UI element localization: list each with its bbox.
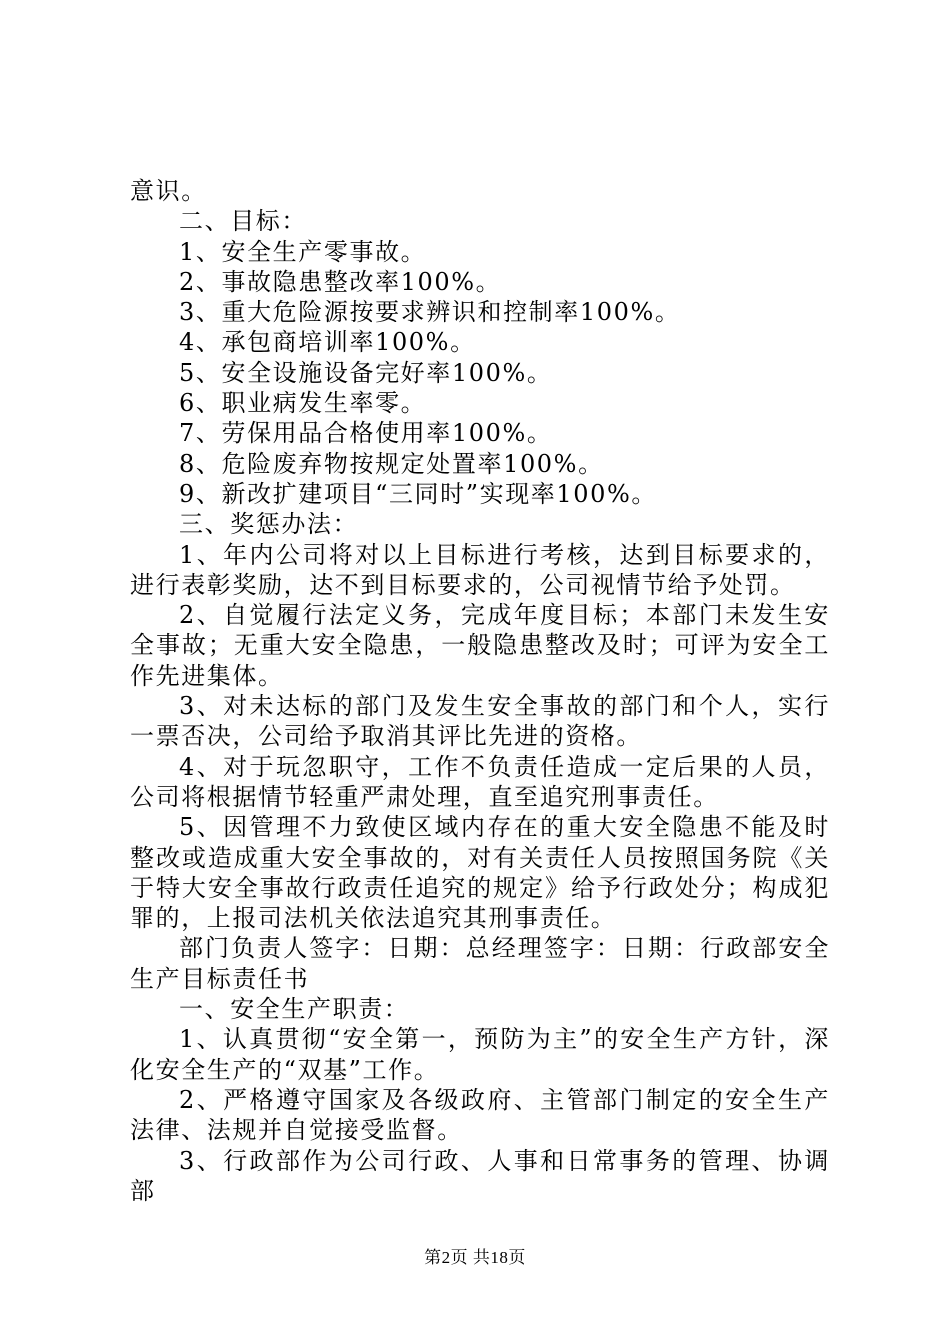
paragraph: 8、危险废弃物按规定处置率100%。: [179, 449, 604, 478]
paragraph: 7、劳保用品合格使用率100%。: [179, 419, 553, 448]
paragraph: 三、奖惩办法：: [179, 510, 359, 539]
paragraph: 5、因管理不力致使区域内存在的重大安全隐患不能及时整改或造成重大安全事故的，对有关责任人员按照国务院《关于特大安全事故行政责任追究的规定》给予行政处分；构成犯罪的，上报司法机关依法追究其刑事责任。: [130, 813, 830, 933]
paragraph: 1、年内公司将对以上目标进行考核，达到目标要求的，进行表彰奖励，达不到目标要求的，公司视情节给予处罚。: [130, 540, 830, 599]
paragraph: 4、对于玩忽职守，工作不负责任造成一定后果的人员，公司将根据情节轻重严肃处理，直至追究刑事责任。: [130, 752, 830, 811]
paragraph: 5、安全设施设备完好率100%。: [179, 358, 553, 387]
paragraph: 意识。: [130, 177, 207, 205]
paragraph: 二、目标：: [179, 207, 307, 236]
paragraph: 3、对未达标的部门及发生安全事故的部门和个人，实行一票否决，公司给予取消其评比先进的资格。: [130, 692, 830, 751]
paragraph: 1、安全生产零事故。: [179, 237, 427, 266]
paragraph: 2、严格遵守国家及各级政府、主管部门制定的安全生产法律、法规并自觉接受监督。: [130, 1085, 830, 1145]
paragraph: 6、职业病发生率零。: [179, 389, 427, 418]
paragraph: 一、安全生产职责：: [179, 995, 410, 1024]
page-footer: 第2页 共18页: [424, 1248, 526, 1267]
paragraph: 9、新改扩建项目“三同时”实现率100%。: [179, 479, 658, 508]
paragraph: 部门负责人签字：日期：总经理签字：日期：行政部安全生产目标责任书: [130, 934, 830, 993]
paragraph: 2、事故隐患整改率100%。: [179, 267, 502, 296]
document-body: [130, 176, 830, 1206]
paragraph: 1、认真贯彻“安全第一，预防为主”的安全生产方针，深化安全生产的“双基”工作。: [130, 1025, 830, 1084]
paragraph: 2、自觉履行法定义务，完成年度目标；本部门未发生安全事故；无重大安全隐患，一般隐患整改及时；可评为安全工作先进集体。: [130, 601, 830, 690]
paragraph: 3、重大危险源按要求辨识和控制率100%。: [179, 298, 681, 327]
paragraph: 4、承包商培训率100%。: [179, 328, 476, 357]
paragraph: 3、行政部作为公司行政、人事和日常事务的管理、协调部: [130, 1146, 830, 1205]
